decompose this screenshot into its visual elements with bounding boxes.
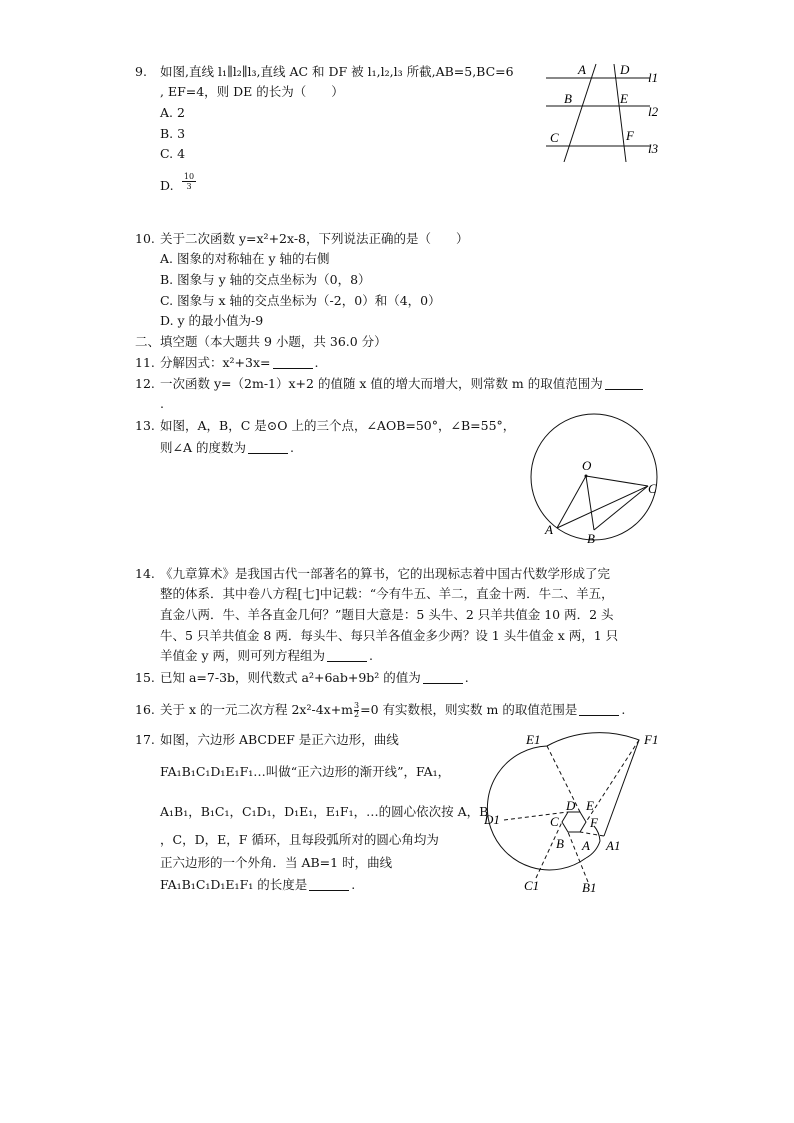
segment-ob <box>586 476 594 530</box>
question-line <box>160 376 645 392</box>
answer-blank[interactable] <box>327 649 367 662</box>
label-f1: F1 <box>644 732 659 747</box>
label-b: B <box>564 91 572 106</box>
question-number: 9. <box>135 64 147 79</box>
label-l3: l3 <box>648 141 659 156</box>
question-line-6 <box>160 877 355 893</box>
question-stem-line1: 如图,直线 l₁∥l₂∥l₃,直线 AC 和 DF 被 l₁,l₂,l₃ 所截,AB=5,BC=6 <box>160 64 514 79</box>
option-b[interactable]: B. 3 <box>160 126 186 141</box>
question-line-4: ，C，D，E，F 循环，且每段弧所对的圆心角均为 <box>160 832 439 847</box>
regular-hexagon <box>562 812 586 832</box>
question-number: 17. <box>135 732 155 747</box>
question-end: . <box>160 396 164 411</box>
circle-figure <box>524 410 674 550</box>
question-line-1: 《九章算术》是我国古代一部著名的算书，它的出现标志着中国古代数学形成了完 <box>160 566 611 581</box>
question-number: 14. <box>135 566 155 581</box>
option-d-fraction <box>182 172 196 191</box>
label-e1: E1 <box>526 732 541 747</box>
label-e: E <box>586 798 594 813</box>
option-a[interactable]: A. 2 <box>160 105 185 120</box>
label-c1: C1 <box>524 878 540 893</box>
option-b[interactable]: B. 图象与 y 轴的交点坐标为（0，8） <box>160 272 371 287</box>
option-d[interactable]: D. <box>160 178 174 193</box>
line-ac <box>564 64 596 162</box>
question-number: 12. <box>135 376 155 391</box>
label-c: C <box>550 814 559 829</box>
dashed-a1 <box>580 832 604 836</box>
question-line-2: FA₁B₁C₁D₁E₁F₁…叫做“正六边形的渐开线”，FA₁， <box>160 764 451 779</box>
question-number: 15. <box>135 670 155 685</box>
question-line-2: 整的体系．其中卷八方程[七]中记载：“今有牛五、羊二，直金十两．牛二、羊五， <box>160 586 614 601</box>
segment-ac <box>557 486 648 528</box>
answer-blank[interactable] <box>309 878 349 891</box>
question-end: . <box>464 670 469 685</box>
label-c: C <box>550 130 559 145</box>
question-line <box>160 355 319 371</box>
question-end: . <box>351 877 356 892</box>
question-line <box>160 702 625 719</box>
fraction-denominator: 3 <box>186 182 192 191</box>
label-b: B <box>556 836 564 851</box>
label-b1: B1 <box>582 880 597 895</box>
option-c[interactable]: C. 4 <box>160 146 186 161</box>
question-stem-line2: , EF=4，则 DE 的长为（ ） <box>160 84 344 99</box>
label-b: B <box>587 531 595 546</box>
segment-oc <box>586 476 648 486</box>
section-heading: 二、填空题（本大题共 9 小题，共 36.0 分） <box>135 334 387 349</box>
question-number: 13. <box>135 418 155 433</box>
label-l1: l1 <box>648 70 659 85</box>
question-line-5: 正六边形的一个外角．当 AB=1 时，曲线 <box>160 855 393 870</box>
label-d: D <box>566 798 576 813</box>
answer-blank[interactable] <box>423 671 463 684</box>
fraction-numerator: 10 <box>183 172 195 181</box>
label-a: A <box>545 522 553 537</box>
label-f: F <box>590 815 598 830</box>
question-number: 16. <box>135 702 155 717</box>
line-df <box>614 64 626 162</box>
segment-oa <box>557 476 586 528</box>
fraction <box>354 702 359 719</box>
question-line-4: 牛、5 只羊共值金 8 两．每头牛、每只羊各值金多少两？设 1 头牛值金 x 两，1 只 <box>160 628 619 643</box>
label-a1: A1 <box>606 838 621 853</box>
label-d: D <box>620 62 630 77</box>
option-d[interactable]: D. y 的最小值为-9 <box>160 313 264 328</box>
question-end: . <box>369 648 373 663</box>
question-line <box>160 440 294 456</box>
label-c: C <box>648 481 657 496</box>
question-text: 一次函数 y=（2m-1）x+2 的值随 x 值的增大而增大，则常数 m 的取值范围为 <box>160 376 603 391</box>
answer-blank[interactable] <box>579 703 619 716</box>
option-c[interactable]: C. 图象与 x 轴的交点坐标为（-2，0）和（4，0） <box>160 293 441 308</box>
center-point <box>585 475 588 478</box>
question-text-post: =0 有实数根，则实数 m 的取值范围是 <box>360 702 578 717</box>
question-stem: 关于二次函数 y=x²+2x-8，下列说法正确的是（ ） <box>160 231 469 246</box>
answer-blank[interactable] <box>248 441 288 454</box>
involute-figure <box>484 726 684 898</box>
question-line-5 <box>160 648 373 664</box>
question-line-3: 直金八两．牛、羊各直金几何？”题目大意是：5 头牛、2 只羊共值金 10 两．2 头 <box>160 607 614 622</box>
question-number: 10. <box>135 231 155 246</box>
option-a[interactable]: A. 图象的对称轴在 y 轴的右侧 <box>160 251 330 266</box>
question-text: FA₁B₁C₁D₁E₁F₁ 的长度是 <box>160 877 308 892</box>
label-f: F <box>626 128 634 143</box>
question-end: . <box>289 440 294 455</box>
question-text: 分解因式：x²+3x= <box>160 355 271 370</box>
question-text: 则∠A 的度数为 <box>160 440 246 455</box>
question-stem-line1: 如图，A，B，C 是⊙O 上的三个点，∠AOB=50°，∠B=55°， <box>160 418 516 433</box>
label-a: A <box>578 62 586 77</box>
label-d1: D1 <box>484 812 500 827</box>
question-end: . <box>314 355 319 370</box>
question-end: . <box>621 702 626 717</box>
segment-bc <box>594 486 648 530</box>
answer-blank[interactable] <box>273 356 313 369</box>
question-text: 已知 a=7-3b，则代数式 a²+6ab+9b² 的值为 <box>160 670 421 685</box>
question-line-1: 如图，六边形 ABCDEF 是正六边形，曲线 <box>160 732 399 747</box>
question-line-3: A₁B₁，B₁C₁，C₁D₁，D₁E₁，E₁F₁，…的圆心依次按 A，B <box>160 804 489 819</box>
question-text-pre: 关于 x 的一元二次方程 2x²-4x+m <box>160 702 354 717</box>
answer-blank[interactable] <box>605 377 643 390</box>
label-e: E <box>620 91 628 106</box>
label-o: O <box>582 458 592 473</box>
parallel-lines-figure <box>540 58 670 162</box>
label-a: A <box>582 838 590 853</box>
fraction-denominator: 2 <box>354 710 360 719</box>
fraction-numerator: 3 <box>354 701 360 710</box>
question-number: 11. <box>135 355 155 370</box>
question-text: 羊值金 y 两，则可列方程组为 <box>160 648 326 663</box>
label-l2: l2 <box>648 104 659 119</box>
question-line <box>160 670 469 686</box>
